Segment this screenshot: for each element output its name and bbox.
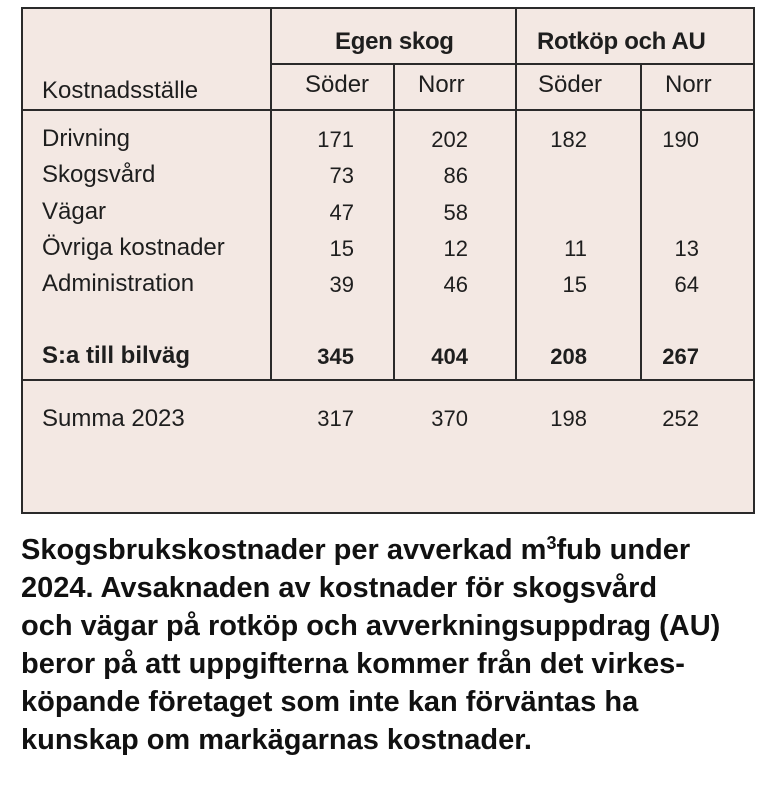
- subheader-egen-norr: Norr: [418, 71, 465, 98]
- subtotal-value: 208: [550, 344, 587, 369]
- cell-value: 12: [443, 236, 468, 261]
- total-label: Summa 2023: [42, 405, 185, 432]
- cell-value: 39: [329, 272, 354, 297]
- caption-text: Skogsbrukskostnader per avverkad m: [21, 534, 547, 566]
- caption-line: kunskap om markägarnas kostnader.: [21, 724, 532, 756]
- group-header-rotkop-au: Rotköp och AU: [537, 28, 706, 55]
- cell-value: 182: [550, 127, 587, 152]
- subtotal-label: S:a till bilväg: [42, 342, 191, 369]
- subtotal-value: 267: [662, 344, 699, 369]
- caption-text: fub under: [556, 534, 691, 566]
- header-bottom-rule: [23, 109, 755, 111]
- caption-superscript: 3: [546, 533, 557, 553]
- total-value: 370: [431, 406, 468, 431]
- group-header-underline: [270, 63, 755, 65]
- cell-value: 13: [674, 236, 699, 261]
- subheader-egen-soder: Söder: [305, 71, 370, 98]
- cell-value: 64: [674, 272, 699, 297]
- total-value: 317: [317, 406, 354, 431]
- row-label: Vägar: [42, 198, 107, 225]
- subheader-rotkop-norr: Norr: [665, 71, 712, 98]
- cell-value: 190: [662, 127, 699, 152]
- cell-value: 73: [329, 163, 354, 188]
- figure-caption: [21, 531, 761, 759]
- caption-line: och vägar på rotköp och avverkningsuppdrag (AU): [21, 610, 721, 642]
- cell-value: 46: [443, 272, 468, 297]
- cell-value: 15: [562, 272, 587, 297]
- total-separator-rule: [23, 379, 755, 381]
- row-header-label: Kostnadsställe: [42, 77, 199, 104]
- column-rule-3: [515, 9, 517, 379]
- caption-line: 2024. Avsaknaden av kostnader för skogsvård: [21, 572, 658, 604]
- cell-value: 202: [431, 127, 468, 152]
- cell-value: 171: [317, 127, 354, 152]
- caption-line: beror på att uppgifterna kommer från det virkes-: [21, 648, 685, 680]
- subheader-rotkop-soder: Söder: [538, 71, 603, 98]
- row-label: Administration: [42, 270, 195, 297]
- row-label: Skogsvård: [42, 161, 156, 188]
- subtotal-value: 404: [431, 344, 468, 369]
- cell-value: 11: [564, 236, 587, 261]
- cell-value: 15: [329, 236, 354, 261]
- column-rule-4: [640, 63, 642, 379]
- total-value: 198: [550, 406, 587, 431]
- cell-value: 86: [443, 163, 468, 188]
- subtotal-value: 345: [317, 344, 354, 369]
- caption-line: köpande företaget som inte kan förväntas ha: [21, 686, 639, 718]
- cell-value: 58: [443, 200, 468, 225]
- total-value: 252: [662, 406, 699, 431]
- caption-line: [21, 531, 761, 569]
- column-rule-1: [270, 9, 272, 379]
- row-label: Övriga kostnader: [42, 234, 225, 261]
- cell-value: 47: [329, 200, 354, 225]
- row-label: Drivning: [42, 125, 131, 152]
- group-header-egen-skog: Egen skog: [335, 28, 454, 55]
- cost-table-panel: [21, 7, 755, 514]
